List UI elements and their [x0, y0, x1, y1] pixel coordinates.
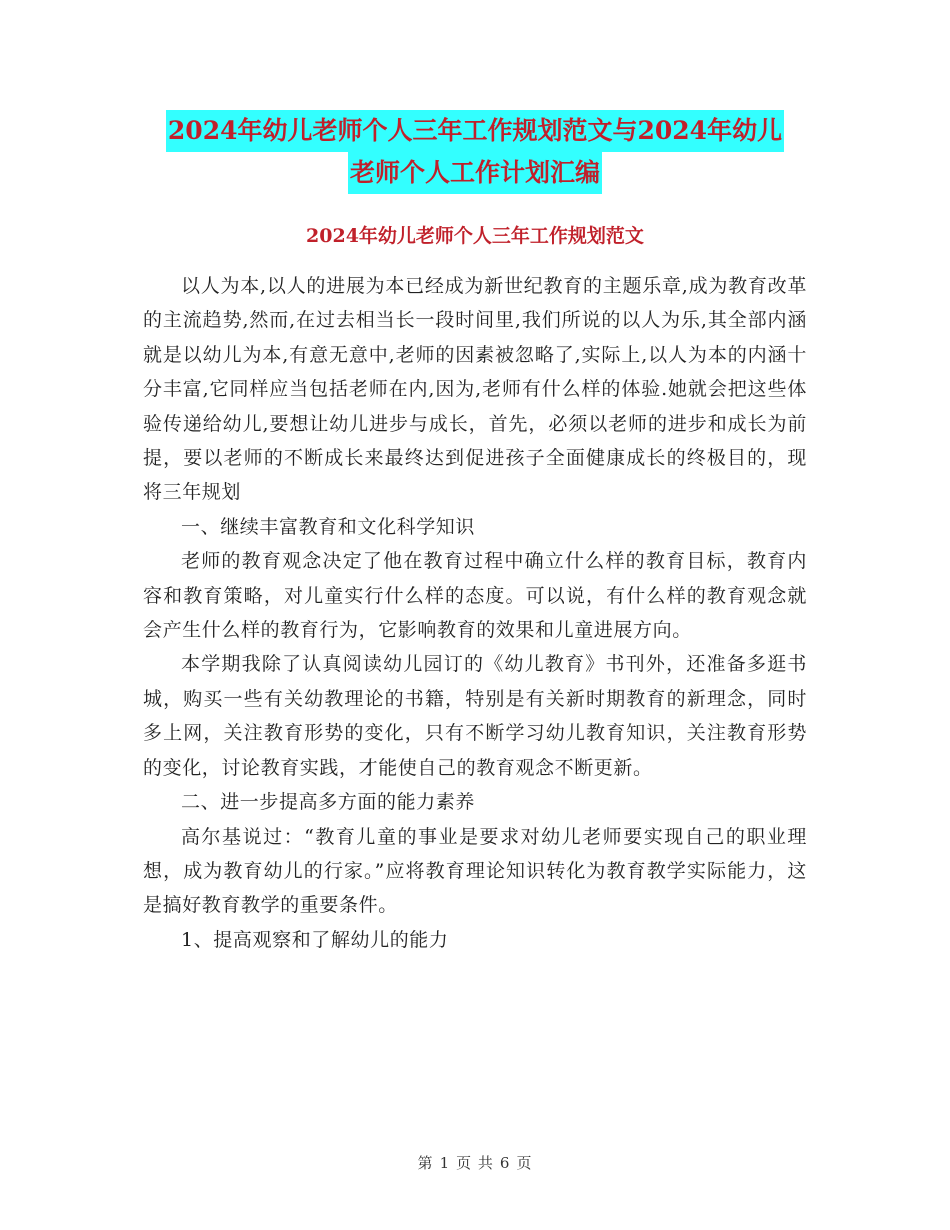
body-text	[143, 269, 807, 957]
main-title	[0, 110, 950, 194]
footer-middle: 页 共	[456, 1154, 494, 1172]
paragraph: 高尔基说过：“教育儿童的事业是要求对幼儿老师要实现自己的职业理想，成为教育幼儿的行家。”应将教育理论知识转化为教育教学实际能力，这是搞好教育教学的重要条件。	[143, 825, 807, 917]
sub-heading: 1、提高观察和了解幼儿的能力	[181, 928, 449, 951]
section-title: 2024年幼儿老师个人三年工作规划范文	[306, 225, 644, 247]
footer-current-page: 1	[439, 1154, 451, 1172]
footer-suffix: 页	[516, 1154, 533, 1172]
paragraph: 以人为本,以人的进展为本已经成为新世纪教育的主题乐章,成为教育改革的主流趋势,然而,在过去相当长一段时间里,我们所说的以人为乐,其全部内涵就是以幼儿为本,有意无意中,老师的因素被忽略了,实际上,以人为本的内涵十分丰富,它同样应当包括老师在内,因为,老师有什么样的体验.她就会把这些体验传递给幼儿,要想让幼儿进步与成长，首先，必须以老师的进步和成长为前提，要以老师的不断成长来最终达到促进孩子全面健康成长的终极目的，现将三年规划	[143, 275, 807, 504]
paragraph: 本学期我除了认真阅读幼儿园订的《幼儿教育》书刊外，还准备多逛书城，购买一些有关幼教理论的书籍，特别是有关新时期教育的新理念，同时多上网，关注教育形势的变化，只有不断学习幼儿教育知识，关注教育形势的变化，讨论教育实践，才能使自己的教育观念不断更新。	[143, 653, 807, 779]
footer-total-pages: 6	[499, 1154, 511, 1172]
main-title-line-1: 2024年幼儿老师个人三年工作规划范文与2024年幼儿	[166, 110, 784, 152]
section-heading: 一、继续丰富教育和文化科学知识	[181, 515, 476, 538]
footer-prefix: 第	[417, 1154, 434, 1172]
page-footer	[0, 1152, 950, 1173]
paragraph: 老师的教育观念决定了他在教育过程中确立什么样的教育目标，教育内容和教育策略，对儿童实行什么样的态度。可以说，有什么样的教育观念就会产生什么样的教育行为，它影响教育的效果和儿童进展方向。	[143, 550, 807, 642]
main-title-line-2: 老师个人工作计划汇编	[348, 152, 602, 194]
section-heading: 二、进一步提高多方面的能力素养	[181, 791, 476, 814]
